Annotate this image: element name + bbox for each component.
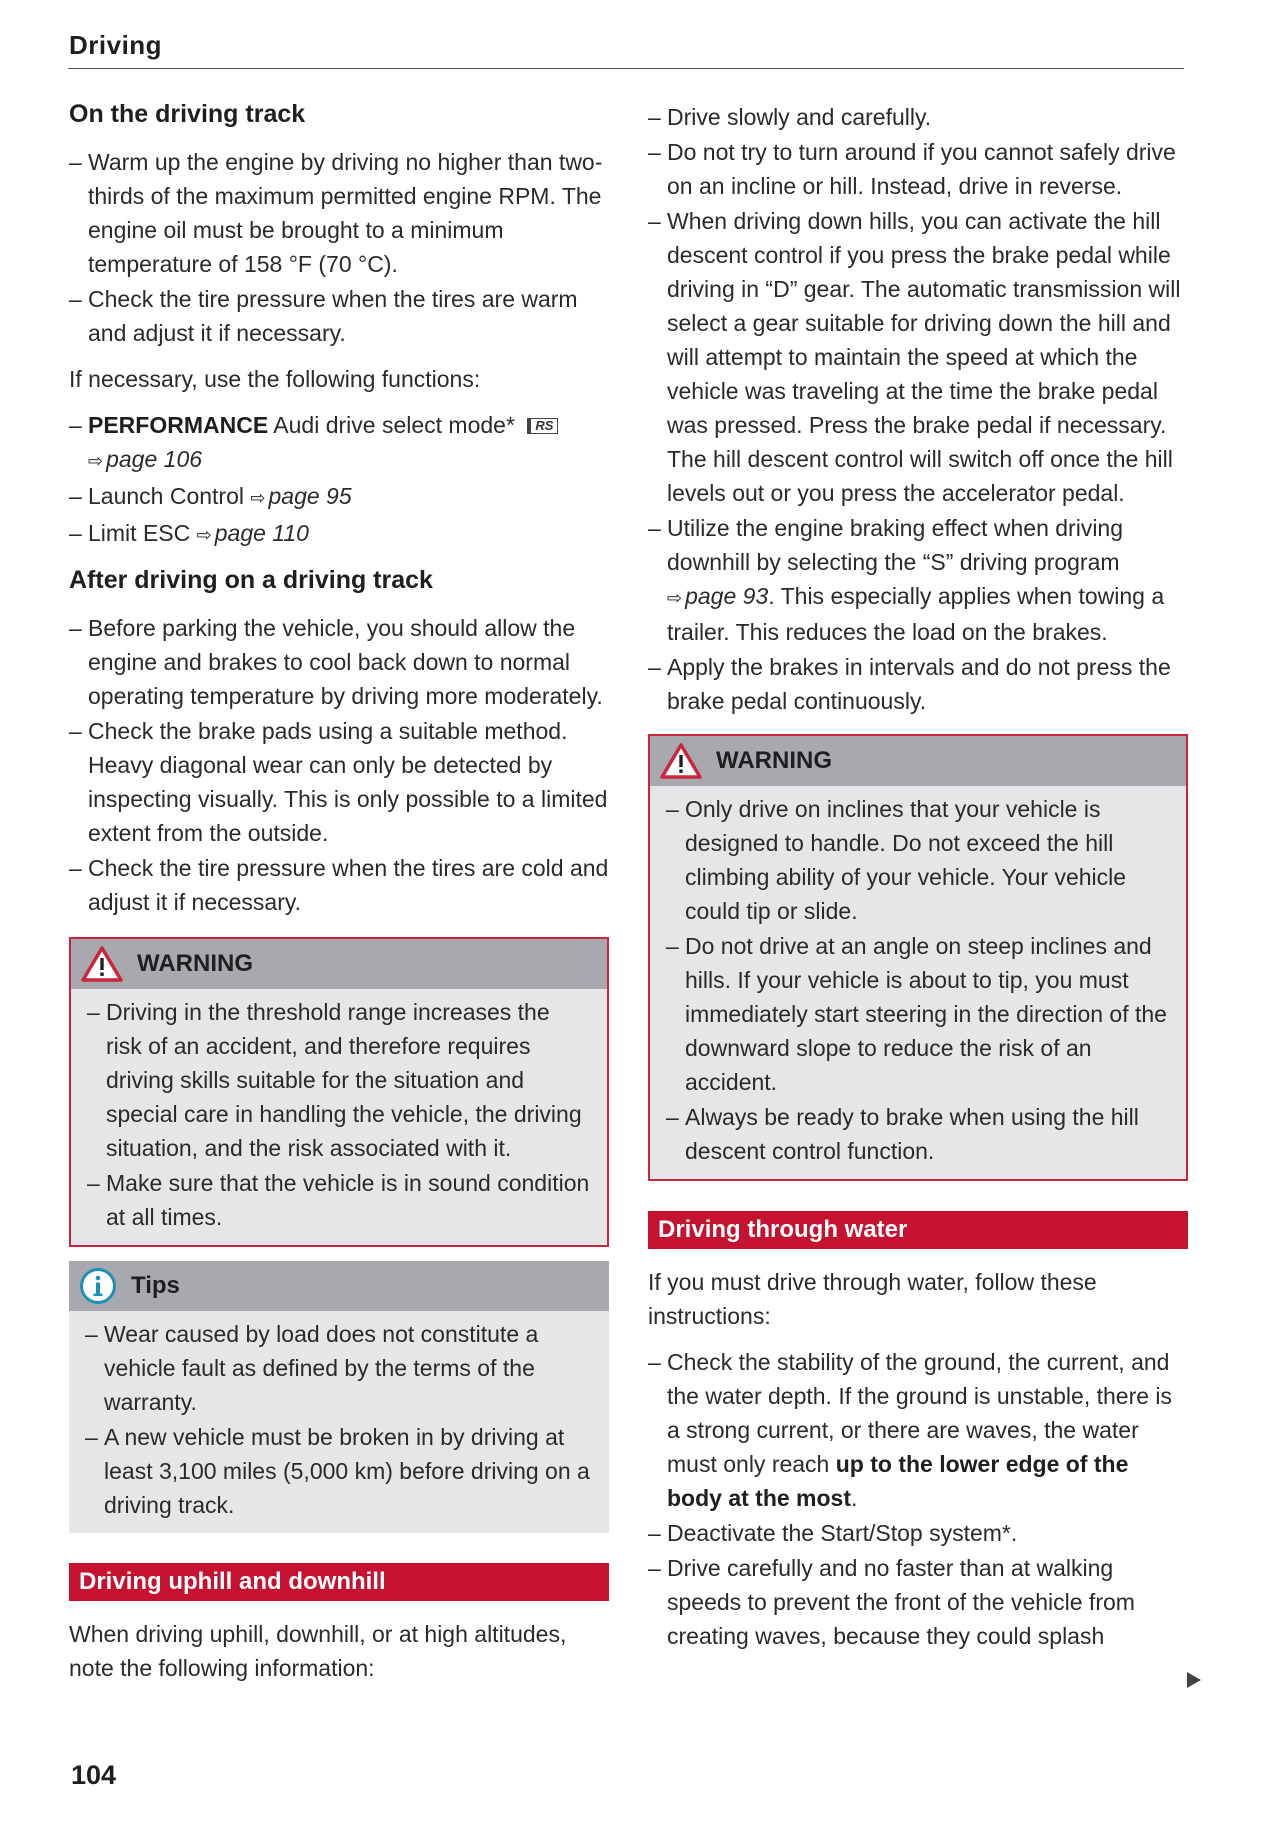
list-item: – Deactivate the Start/Stop system*. [648, 1516, 1188, 1550]
tips-header [69, 1261, 609, 1311]
driving-track-list [69, 145, 609, 350]
info-icon [79, 1267, 117, 1305]
list-item [69, 479, 609, 515]
page-reference-link[interactable] [667, 583, 768, 609]
list-item [69, 516, 609, 552]
warning-box-left [69, 937, 609, 1247]
functions-list [69, 408, 609, 552]
list-item: – Apply the brakes in intervals and do not press the brake pedal continuously. [648, 650, 1188, 718]
list-item: – Check the tire pressure when the tires are warm and adjust it if necessary. [69, 282, 609, 350]
arrow-right-icon: ⇨ [250, 488, 266, 508]
list-item: – Drive slowly and carefully. [648, 100, 1188, 134]
water-intro: If you must drive through water, follow these instructions: [648, 1269, 1097, 1329]
after-track-list [69, 611, 609, 919]
section-heading-after-track: After driving on a driving track [69, 566, 433, 594]
water-stability-text: Check the stability of the ground, the current, and the water depth. If the ground is unstable, there is a strong current, or there are waves, the water must only reach [667, 1349, 1173, 1477]
engine-braking-text-after: . This especially applies when towing a trailer. This reduces the load on the brakes. [667, 583, 1165, 645]
header-rule [68, 68, 1184, 69]
warning-body [650, 786, 1186, 1179]
tips-title: Tips [131, 1272, 180, 1299]
list-item: – Make sure that the vehicle is in sound condition at all times. [87, 1166, 591, 1234]
left-column [69, 100, 609, 1697]
right-column [648, 100, 1188, 1654]
list-item: – When driving down hills, you can activate the hill descent control if you press the brake pedal while driving in “D” gear. The automatic transmission will select a gear suitable for driving down the hill and will attempt to maintain the speed at which the vehicle was traveling at the time the brake pedal was pressed. Press the brake pedal if necessary. The hill descent control will switch off once the hill levels out or you press the accelerator pedal. [648, 204, 1188, 510]
list-item [69, 408, 609, 478]
page-reference-text: page 95 [268, 483, 352, 509]
continue-arrow-icon [1187, 1672, 1201, 1693]
list-item: – Do not try to turn around if you cannot safely drive on an incline or hill. Instead, drive in reverse. [648, 135, 1188, 203]
section-heading-water: Driving through water [648, 1211, 1188, 1249]
warning-title: WARNING [716, 747, 832, 774]
list-item: – Drive carefully and no faster than at walking speeds to prevent the front of the vehicle from creating waves, because they could splash [648, 1551, 1188, 1653]
functions-intro: If necessary, use the following functions: [69, 366, 481, 392]
page-reference-text: page 106 [106, 446, 203, 472]
list-item: – Do not drive at an angle on steep inclines and hills. If your vehicle is about to tip, you must immediately start steering in the direction of the downward slope to reduce the risk of an accident. [666, 929, 1170, 1099]
water-depth-emphasis: up to the lower edge of the body at the most [667, 1451, 1129, 1511]
launch-control-text: Launch Control [88, 483, 244, 509]
list-item: – Check the tire pressure when the tires are cold and adjust it if necessary. [69, 851, 609, 919]
tips-box [69, 1261, 609, 1533]
list-item [648, 511, 1188, 649]
list-item [648, 1345, 1188, 1515]
warning-header [650, 736, 1186, 786]
drive-select-text: Audi drive select mode* [273, 412, 515, 438]
warning-header [71, 939, 607, 989]
warning-body [71, 989, 607, 1245]
warning-triangle-icon [660, 743, 702, 779]
limit-esc-text: Limit ESC [88, 520, 191, 546]
performance-label: PERFORMANCE [88, 412, 269, 438]
arrow-right-icon: ⇨ [88, 451, 104, 471]
list-item: – A new vehicle must be broken in by driving at least 3,100 miles (5,000 km) before driving on a driving track. [85, 1420, 593, 1522]
uphill-list [648, 100, 1188, 718]
section-heading-driving-track: On the driving track [69, 100, 306, 128]
list-item: – Driving in the threshold range increases the risk of an accident, and therefore requires driving skills suitable for the situation and special care in handling the vehicle, the driving situation, and the risk associated with it. [87, 995, 591, 1165]
running-header: Driving [69, 30, 163, 60]
section-heading-uphill-downhill: Driving uphill and downhill [69, 1563, 609, 1601]
rs-badge-icon: RS [527, 418, 558, 434]
page-reference-link[interactable] [250, 483, 351, 509]
engine-braking-text: Utilize the engine braking effect when driving downhill by selecting the “S” driving program [667, 515, 1124, 575]
page-reference-text: page 93 [685, 583, 769, 609]
list-item: – Only drive on inclines that your vehicle is designed to handle. Do not exceed the hill climbing ability of your vehicle. Your vehicle could tip or slide. [666, 792, 1170, 928]
water-stability-end: . [851, 1485, 858, 1511]
warning-triangle-icon [81, 946, 123, 982]
uphill-intro: When driving uphill, downhill, or at high altitudes, note the following information: [69, 1621, 567, 1681]
arrow-right-icon: ⇨ [667, 588, 683, 608]
warning-box-right [648, 734, 1188, 1181]
list-item: – Check the brake pads using a suitable method. Heavy diagonal wear can only be detected by inspecting visually. This is only possible to a limited extent from the outside. [69, 714, 609, 850]
list-item: – Before parking the vehicle, you should allow the engine and brakes to cool back down to normal operating temperature by driving more moderately. [69, 611, 609, 713]
page-reference-link[interactable] [88, 446, 202, 472]
warning-title: WARNING [137, 950, 253, 977]
list-item: – Always be ready to brake when using the hill descent control function. [666, 1100, 1170, 1168]
page-number: 104 [71, 1760, 117, 1790]
water-list [648, 1345, 1188, 1653]
arrow-right-icon: ⇨ [196, 525, 212, 545]
page-reference-text: page 110 [214, 520, 309, 546]
list-item: – Wear caused by load does not constitute a vehicle fault as defined by the terms of the warranty. [85, 1317, 593, 1419]
page-reference-link[interactable] [197, 520, 309, 546]
list-item: – Warm up the engine by driving no higher than two-thirds of the maximum permitted engine RPM. The engine oil must be brought to a minimum temperature of 158 °F (70 °C). [69, 145, 609, 281]
tips-body [69, 1311, 609, 1533]
